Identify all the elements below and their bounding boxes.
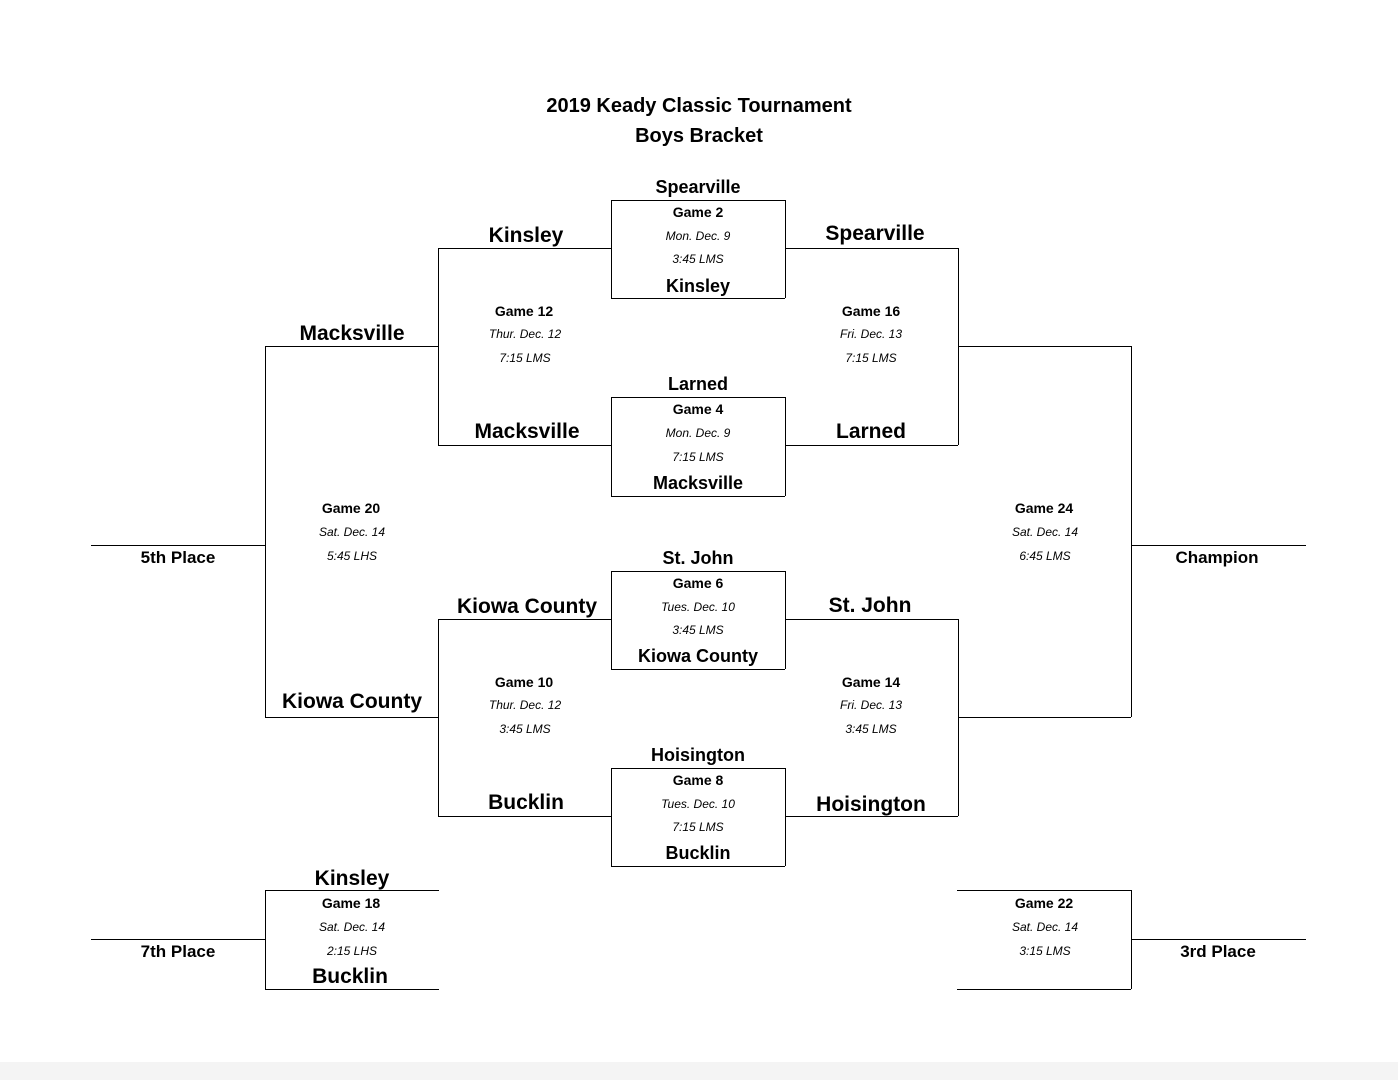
- game16-time: 7:15 LMS: [845, 351, 897, 365]
- game22-bottom-line: [957, 989, 1131, 990]
- game18-top-team: Kinsley: [314, 867, 390, 890]
- third-place-line: [1131, 939, 1306, 940]
- game14-date: Fri. Dec. 13: [839, 698, 903, 712]
- game6-bottom-team: Kiowa County: [638, 646, 758, 666]
- game12-bottom-team: Macksville: [474, 420, 580, 443]
- game4-bottom-team: Macksville: [652, 473, 744, 493]
- third-place-label: 3rd Place: [1180, 942, 1256, 961]
- game2-time: 3:45 LMS: [672, 252, 724, 266]
- game8-date: Tues. Dec. 10: [661, 797, 735, 811]
- game20-time: 5:45 LHS: [326, 549, 378, 563]
- bracket-subtitle: Boys Bracket: [635, 125, 763, 147]
- game20-connector: [265, 346, 266, 717]
- game4-box-left: [611, 397, 612, 496]
- game16-winner-line: [958, 346, 1131, 347]
- game18-date: Sat. Dec. 14: [318, 920, 386, 934]
- game10-date: Thur. Dec. 12: [488, 698, 562, 712]
- game24-date: Sat. Dec. 14: [1011, 525, 1079, 539]
- game20-bottom-team: Kiowa County: [282, 690, 422, 713]
- game16-date: Fri. Dec. 13: [839, 327, 903, 341]
- game8-box-left: [611, 768, 612, 866]
- game16-top-team: Spearville: [825, 222, 925, 245]
- kiowa-r3-line: [265, 717, 438, 718]
- larned-right-line: [785, 445, 958, 446]
- bracket-title: 2019 Keady Classic Tournament: [546, 95, 852, 117]
- fifth-place-label: 5th Place: [140, 548, 216, 567]
- game2-box-right: [785, 200, 786, 298]
- game24-time: 6:45 LMS: [1019, 549, 1071, 563]
- champion-label: Champion: [1175, 548, 1259, 567]
- game8-top-team: Hoisington: [651, 745, 745, 765]
- game14-label: Game 14: [841, 674, 901, 690]
- game4-box-right: [785, 397, 786, 496]
- game12-time: 7:15 LMS: [499, 351, 551, 365]
- game10-time: 3:45 LMS: [499, 722, 551, 736]
- game22-date: Sat. Dec. 14: [1011, 920, 1079, 934]
- game8-bottom-team: Bucklin: [665, 843, 731, 863]
- game2-box-top: [611, 200, 785, 201]
- game6-box-bottom: [611, 669, 785, 670]
- game2-bottom-team: Kinsley: [665, 276, 731, 296]
- game4-box-top: [611, 397, 785, 398]
- spearville-right-line: [785, 248, 958, 249]
- game12-label: Game 12: [494, 303, 554, 319]
- game14-time: 3:45 LMS: [845, 722, 897, 736]
- game8-box-bottom: [611, 866, 785, 867]
- game14-winner-line: [958, 717, 1131, 718]
- game24-label: Game 24: [1014, 500, 1074, 516]
- game18-label: Game 18: [321, 895, 381, 911]
- game20-date: Sat. Dec. 14: [318, 525, 386, 539]
- game2-date: Mon. Dec. 9: [665, 229, 731, 243]
- game10-connector: [438, 619, 439, 816]
- game8-box-top: [611, 768, 785, 769]
- game16-label: Game 16: [841, 303, 901, 319]
- game8-box-right: [785, 768, 786, 866]
- game6-top-team: St. John: [662, 548, 734, 568]
- game10-top-team: Kiowa County: [457, 595, 597, 618]
- game4-box-bottom: [611, 496, 785, 497]
- game6-date: Tues. Dec. 10: [661, 600, 735, 614]
- game4-label: Game 4: [672, 401, 724, 417]
- game18-connector: [265, 890, 266, 989]
- champion-line: [1131, 545, 1306, 546]
- game20-label: Game 20: [321, 500, 381, 516]
- game14-top-team: St. John: [828, 594, 912, 617]
- game6-box-left: [611, 571, 612, 669]
- game12-connector: [438, 248, 439, 445]
- fifth-place-line: [91, 545, 265, 546]
- macksville-r3-line: [265, 346, 438, 347]
- game22-top-line: [957, 890, 1131, 891]
- macksville-left-line: [438, 445, 611, 446]
- game20-top-team: Macksville: [299, 322, 405, 345]
- game6-time: 3:45 LMS: [672, 623, 724, 637]
- game18-bottom-team: Bucklin: [312, 965, 388, 988]
- kinsley-left-line: [438, 248, 611, 249]
- game12-top-team: Kinsley: [488, 224, 564, 247]
- game6-label: Game 6: [672, 575, 724, 591]
- game22-time: 3:15 LMS: [1019, 944, 1071, 958]
- game4-date: Mon. Dec. 9: [665, 426, 731, 440]
- kiowa-left-line: [438, 619, 611, 620]
- game6-box-top: [611, 571, 785, 572]
- game2-box-bottom: [611, 298, 785, 299]
- game2-label: Game 2: [672, 204, 724, 220]
- game24-connector: [1131, 346, 1132, 717]
- game4-time: 7:15 LMS: [672, 450, 724, 464]
- game16-bottom-team: Larned: [835, 420, 907, 443]
- game18-time: 2:15 LHS: [326, 944, 378, 958]
- bucklin-7th-line: [265, 989, 439, 990]
- game2-box-left: [611, 200, 612, 298]
- game12-date: Thur. Dec. 12: [488, 327, 562, 341]
- game2-top-team: Spearville: [655, 177, 741, 197]
- game10-bottom-team: Bucklin: [488, 791, 564, 814]
- game8-time: 7:15 LMS: [672, 820, 724, 834]
- game22-label: Game 22: [1014, 895, 1074, 911]
- game10-label: Game 10: [494, 674, 554, 690]
- game14-bottom-team: Hoisington: [816, 793, 926, 816]
- game4-top-team: Larned: [667, 374, 729, 394]
- game8-label: Game 8: [672, 772, 724, 788]
- stjohn-right-line: [785, 619, 958, 620]
- game6-box-right: [785, 571, 786, 669]
- seventh-place-line: [91, 939, 265, 940]
- bucklin-left-line: [438, 816, 611, 817]
- page-bottom-band: [0, 1062, 1398, 1080]
- seventh-place-label: 7th Place: [140, 942, 216, 961]
